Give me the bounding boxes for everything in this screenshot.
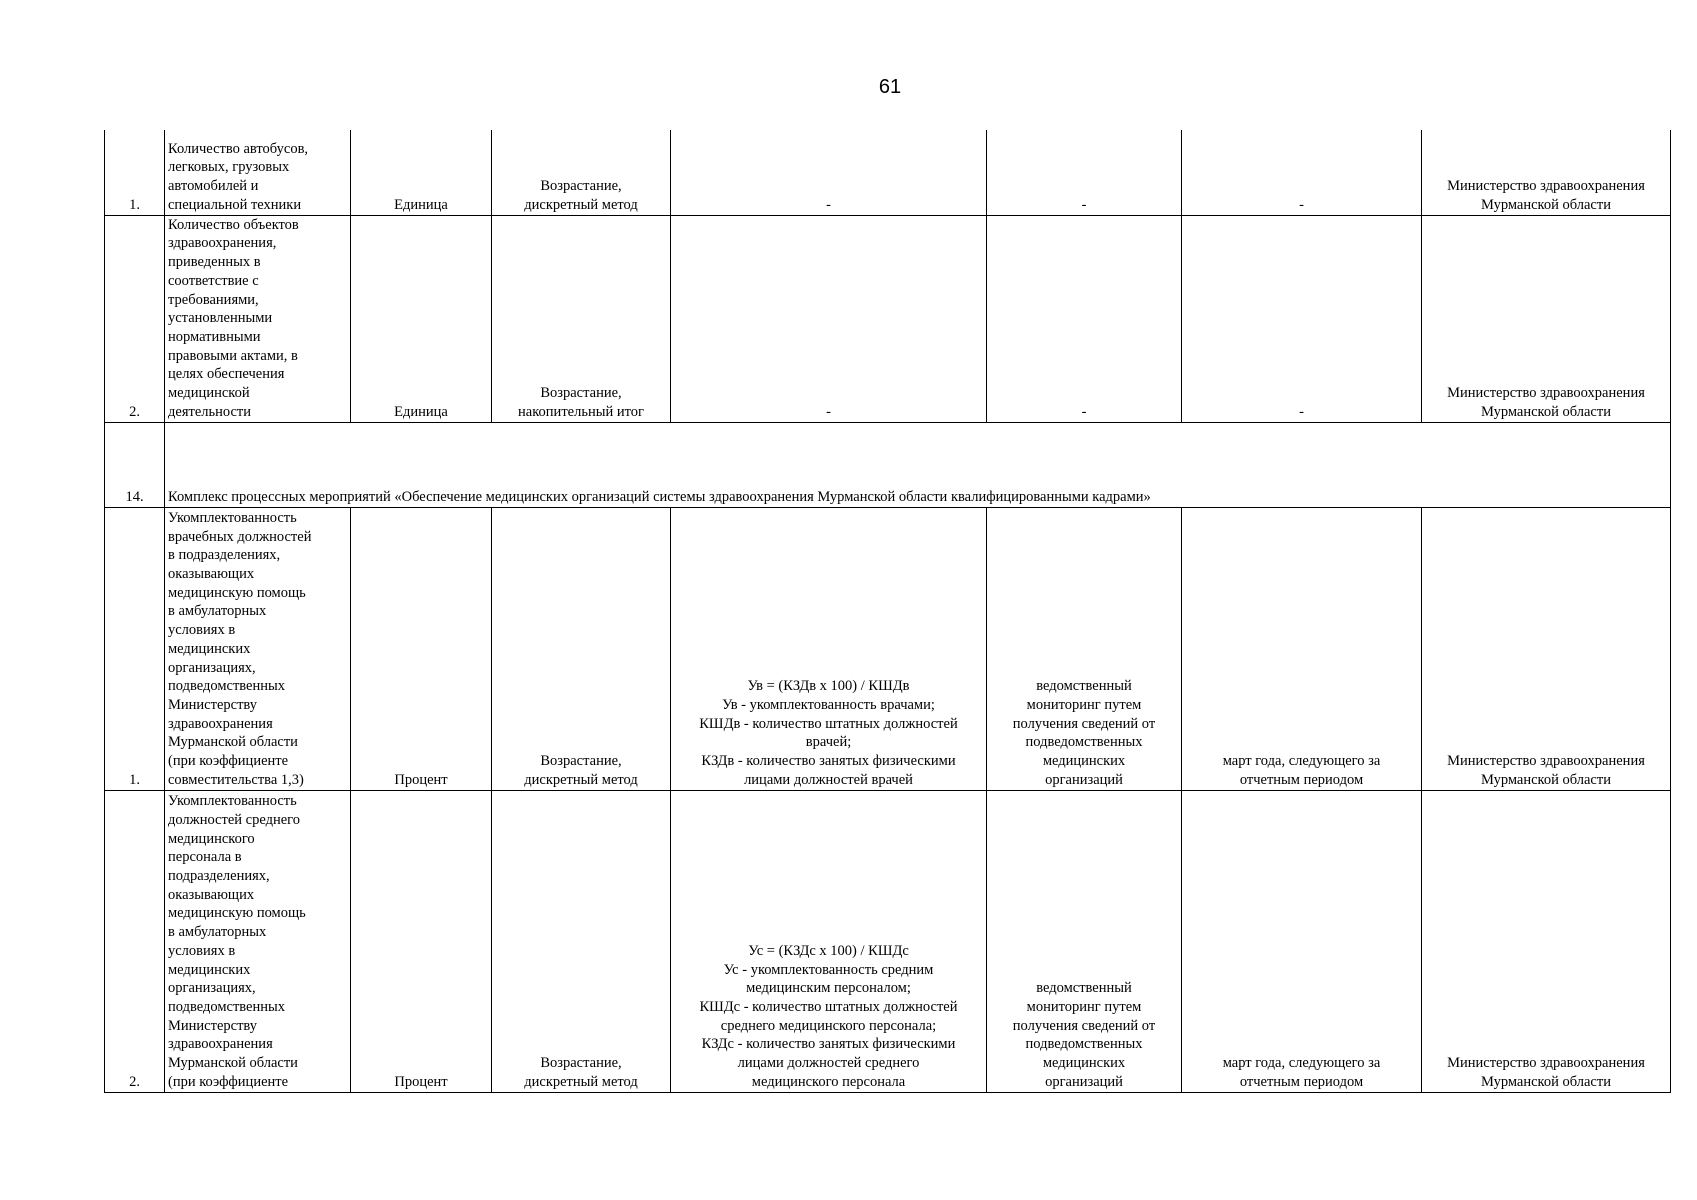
responsible-cell: Министерство здравоохранения Мурманской области [1422,215,1671,422]
table-row [105,215,1671,422]
unit-cell: Процент [351,790,492,1092]
indicators-table [104,130,1671,1093]
source-cell: ведомственный мониторинг путем получения сведений от подведомственных медицинских организаций [987,790,1182,1092]
formula-cell: Ув = (КЗДв х 100) / КШДв Ув - укомплектованность врачами; КШДв - количество штатных должностей врачей; КЗДв - количество занятых физическими лицами должностей врачей [671,507,987,790]
row-number: 2. [105,790,165,1092]
table-row [105,507,1671,790]
table-row [105,130,1671,215]
page-number: 61 [878,76,902,98]
method-cell: Возрастание, дискретный метод [492,130,671,215]
formula-cell: - [671,215,987,422]
responsible-cell: Министерство здравоохранения Мурманской области [1422,130,1671,215]
formula-cell: - [671,130,987,215]
row-number: 1. [105,507,165,790]
unit-cell: Процент [351,507,492,790]
indicator-name: Укомплектованность должностей среднего медицинского персонала в подразделениях, оказывающих медицинскую помощь в амбулаторных условиях в медицинских организациях, подведомственных Министерству здравоохранения Мурманской области (при коэффициенте [165,790,351,1092]
timing-cell: март года, следующего за отчетным периодом [1182,507,1422,790]
section-number: 14. [105,422,165,507]
source-cell: ведомственный мониторинг путем получения сведений от подведомственных медицинских организаций [987,507,1182,790]
timing-cell: - [1182,215,1422,422]
method-cell: Возрастание, дискретный метод [492,790,671,1092]
section-row [105,422,1671,507]
method-cell: Возрастание, дискретный метод [492,507,671,790]
method-cell: Возрастание, накопительный итог [492,215,671,422]
timing-cell: - [1182,130,1422,215]
source-cell: - [987,130,1182,215]
formula-cell: Ус = (КЗДс х 100) / КШДс Ус - укомплектованность средним медицинским персоналом; КШДс - количество штатных должностей среднего медицинского персонала; КЗДс - количество занятых физическими лицами должностей среднего медицинского персонала [671,790,987,1092]
row-number: 1. [105,130,165,215]
unit-cell: Единица [351,130,492,215]
responsible-cell: Министерство здравоохранения Мурманской области [1422,507,1671,790]
section-title: Комплекс процессных мероприятий «Обеспечение медицинских организаций системы здравоохранения Мурманской области квалифицированными кадрами» [165,422,1671,507]
indicator-name: Укомплектованность врачебных должностей в подразделениях, оказывающих медицинскую помощь в амбулаторных условиях в медицинских организациях, подведомственных Министерству здравоохранения Мурманской области (при коэффициенте совместительства 1,3) [165,507,351,790]
responsible-cell: Министерство здравоохранения Мурманской области [1422,790,1671,1092]
indicator-name: Количество объектов здравоохранения, приведенных в соответствие с требованиями, установленными нормативными правовыми актами, в целях обеспечения медицинской деятельности [165,215,351,422]
timing-cell: март года, следующего за отчетным периодом [1182,790,1422,1092]
row-number: 2. [105,215,165,422]
table-row [105,790,1671,1092]
unit-cell: Единица [351,215,492,422]
source-cell: - [987,215,1182,422]
indicator-name: Количество автобусов, легковых, грузовых автомобилей и специальной техники [165,130,351,215]
